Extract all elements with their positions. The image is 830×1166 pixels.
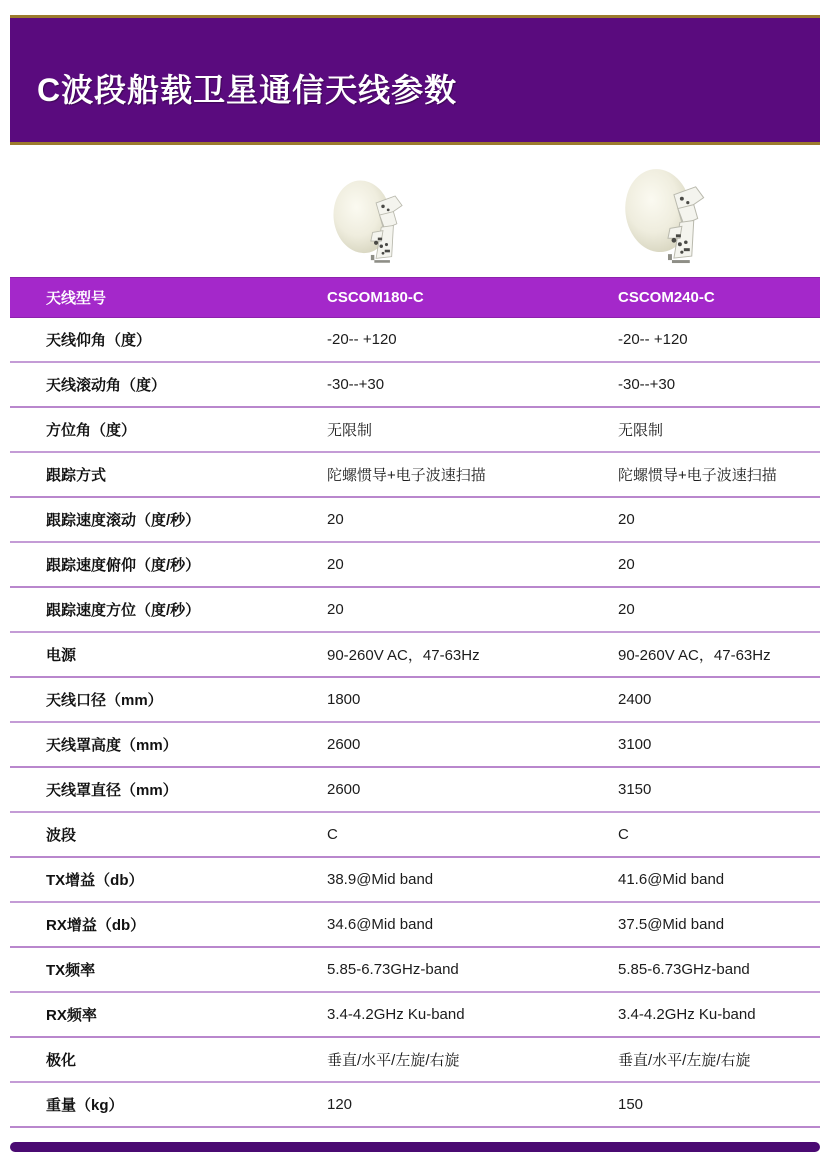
row-label: 跟踪速度滚动（度/秒）	[46, 512, 201, 529]
spec-table	[10, 277, 820, 1128]
row-value-cscom240: 无限制	[618, 422, 664, 439]
page-title: C波段船载卫星通信天线参数	[37, 72, 458, 108]
table-row	[10, 588, 820, 633]
row-label: 天线罩高度（mm）	[46, 737, 178, 754]
row-value-cscom180: C	[327, 826, 338, 843]
row-label: TX频率	[46, 962, 96, 979]
row-value-cscom240: 3150	[618, 781, 652, 798]
antenna-photo-cscom180	[331, 176, 409, 268]
row-label: RX频率	[46, 1007, 97, 1024]
row-label: 方位角（度）	[46, 422, 137, 439]
table-row	[10, 723, 820, 768]
row-value-cscom240: 陀螺惯导+电子波速扫描	[618, 467, 777, 484]
table-row	[10, 633, 820, 678]
row-label: TX增益（db）	[46, 872, 144, 889]
table-row	[10, 858, 820, 903]
title-banner	[10, 15, 820, 145]
table-row	[10, 543, 820, 588]
row-value-cscom180: 20	[327, 511, 344, 528]
row-value-cscom240: 2400	[618, 691, 652, 708]
column-header-cscom180: CSCOM180-C	[327, 289, 424, 306]
row-label: 电源	[46, 647, 77, 664]
row-value-cscom180: 90-260V AC，47-63Hz	[327, 647, 480, 664]
row-value-cscom240: -20-- +120	[618, 331, 688, 348]
row-value-cscom240: 垂直/水平/左旋/右旋	[618, 1052, 751, 1069]
row-value-cscom240: 3100	[618, 736, 652, 753]
row-label: 跟踪速度方位（度/秒）	[46, 602, 201, 619]
row-label: 天线仰角（度）	[46, 332, 152, 349]
table-header-row	[10, 277, 820, 318]
row-label: 波段	[46, 827, 77, 844]
row-label: 极化	[46, 1052, 77, 1069]
row-value-cscom180: 1800	[327, 691, 361, 708]
row-value-cscom180: 2600	[327, 736, 361, 753]
table-body	[10, 318, 820, 1128]
column-header-model: 天线型号	[46, 290, 107, 307]
row-value-cscom240: 41.6@Mid band	[618, 871, 725, 888]
row-value-cscom180: 垂直/水平/左旋/右旋	[327, 1052, 460, 1069]
row-value-cscom240: 20	[618, 511, 635, 528]
row-label: 重量（kg）	[46, 1097, 124, 1114]
table-row	[10, 453, 820, 498]
row-value-cscom180: 2600	[327, 781, 361, 798]
row-value-cscom240: 20	[618, 601, 635, 618]
table-row	[10, 408, 820, 453]
row-value-cscom180: 3.4-4.2GHz Ku-band	[327, 1006, 465, 1023]
row-value-cscom180: -30--+30	[327, 376, 385, 393]
table-row	[10, 768, 820, 813]
row-label: 天线滚动角（度）	[46, 377, 167, 394]
antenna-photo-cscom240	[620, 165, 714, 268]
row-value-cscom240: 3.4-4.2GHz Ku-band	[618, 1006, 756, 1023]
row-value-cscom180: 20	[327, 556, 344, 573]
table-row	[10, 813, 820, 858]
table-row	[10, 948, 820, 993]
table-row	[10, 1038, 820, 1083]
row-value-cscom240: 150	[618, 1096, 644, 1113]
row-label: 天线罩直径（mm）	[46, 782, 178, 799]
row-value-cscom180: 陀螺惯导+电子波速扫描	[327, 467, 486, 484]
row-label: 跟踪方式	[46, 467, 107, 484]
row-label: RX增益（db）	[46, 917, 146, 934]
row-value-cscom240: 90-260V AC，47-63Hz	[618, 647, 771, 664]
table-row	[10, 903, 820, 948]
row-label: 天线口径（mm）	[46, 692, 163, 709]
row-value-cscom180: 20	[327, 601, 344, 618]
table-row	[10, 498, 820, 543]
table-row	[10, 993, 820, 1038]
row-value-cscom240: C	[618, 826, 629, 843]
table-row	[10, 678, 820, 723]
row-value-cscom180: 5.85-6.73GHz-band	[327, 961, 459, 978]
row-value-cscom180: 无限制	[327, 422, 373, 439]
row-value-cscom180: 120	[327, 1096, 353, 1113]
table-row	[10, 363, 820, 408]
column-header-cscom240: CSCOM240-C	[618, 289, 715, 306]
row-value-cscom240: -30--+30	[618, 376, 676, 393]
row-value-cscom180: 34.6@Mid band	[327, 916, 434, 933]
antenna-radome-illustration	[620, 165, 714, 268]
row-value-cscom240: 37.5@Mid band	[618, 916, 725, 933]
row-value-cscom240: 5.85-6.73GHz-band	[618, 961, 750, 978]
antenna-radome-illustration	[331, 176, 409, 268]
footer-bar	[10, 1142, 820, 1152]
row-label: 跟踪速度俯仰（度/秒）	[46, 557, 201, 574]
table-row	[10, 318, 820, 363]
table-row	[10, 1083, 820, 1128]
row-value-cscom180: 38.9@Mid band	[327, 871, 434, 888]
row-value-cscom180: -20-- +120	[327, 331, 397, 348]
row-value-cscom240: 20	[618, 556, 635, 573]
